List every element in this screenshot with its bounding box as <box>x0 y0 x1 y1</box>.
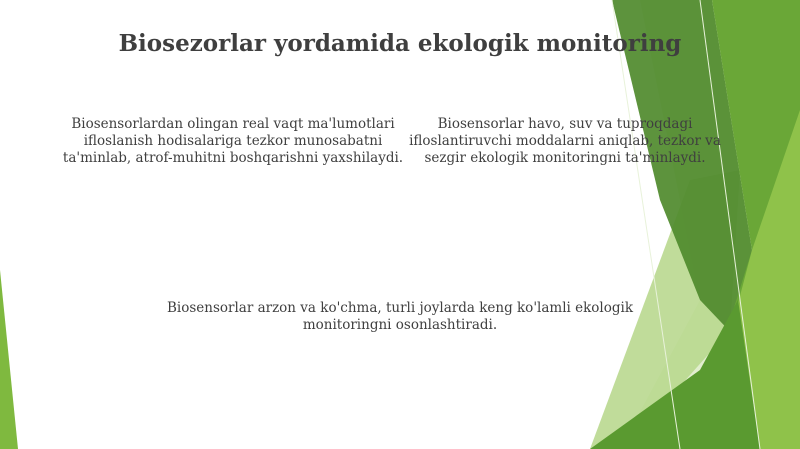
slide-title: Biosezorlar yordamida ekologik monitoring <box>118 30 682 57</box>
text-block-bottom: Biosensorlar arzon va ko'chma, turli joylarda keng ko'lamli ekologik monitoringni osonlashtiradi. <box>166 300 634 333</box>
text-block-left: Biosensorlardan olingan real vaqt ma'lumotlari ifloslanish hodisalariga tezkor munosabatni ta'minlab, atrof-muhitni boshqarishni yaxshilaydi. <box>62 116 404 166</box>
left-green-sliver <box>0 270 18 449</box>
text-block-right: Biosensorlar havo, suv va tuproqdagi ifloslantiruvchi moddalarni aniqlab, tezkor va sezgir ekologik monitoringni ta'minlaydi. <box>409 116 721 166</box>
